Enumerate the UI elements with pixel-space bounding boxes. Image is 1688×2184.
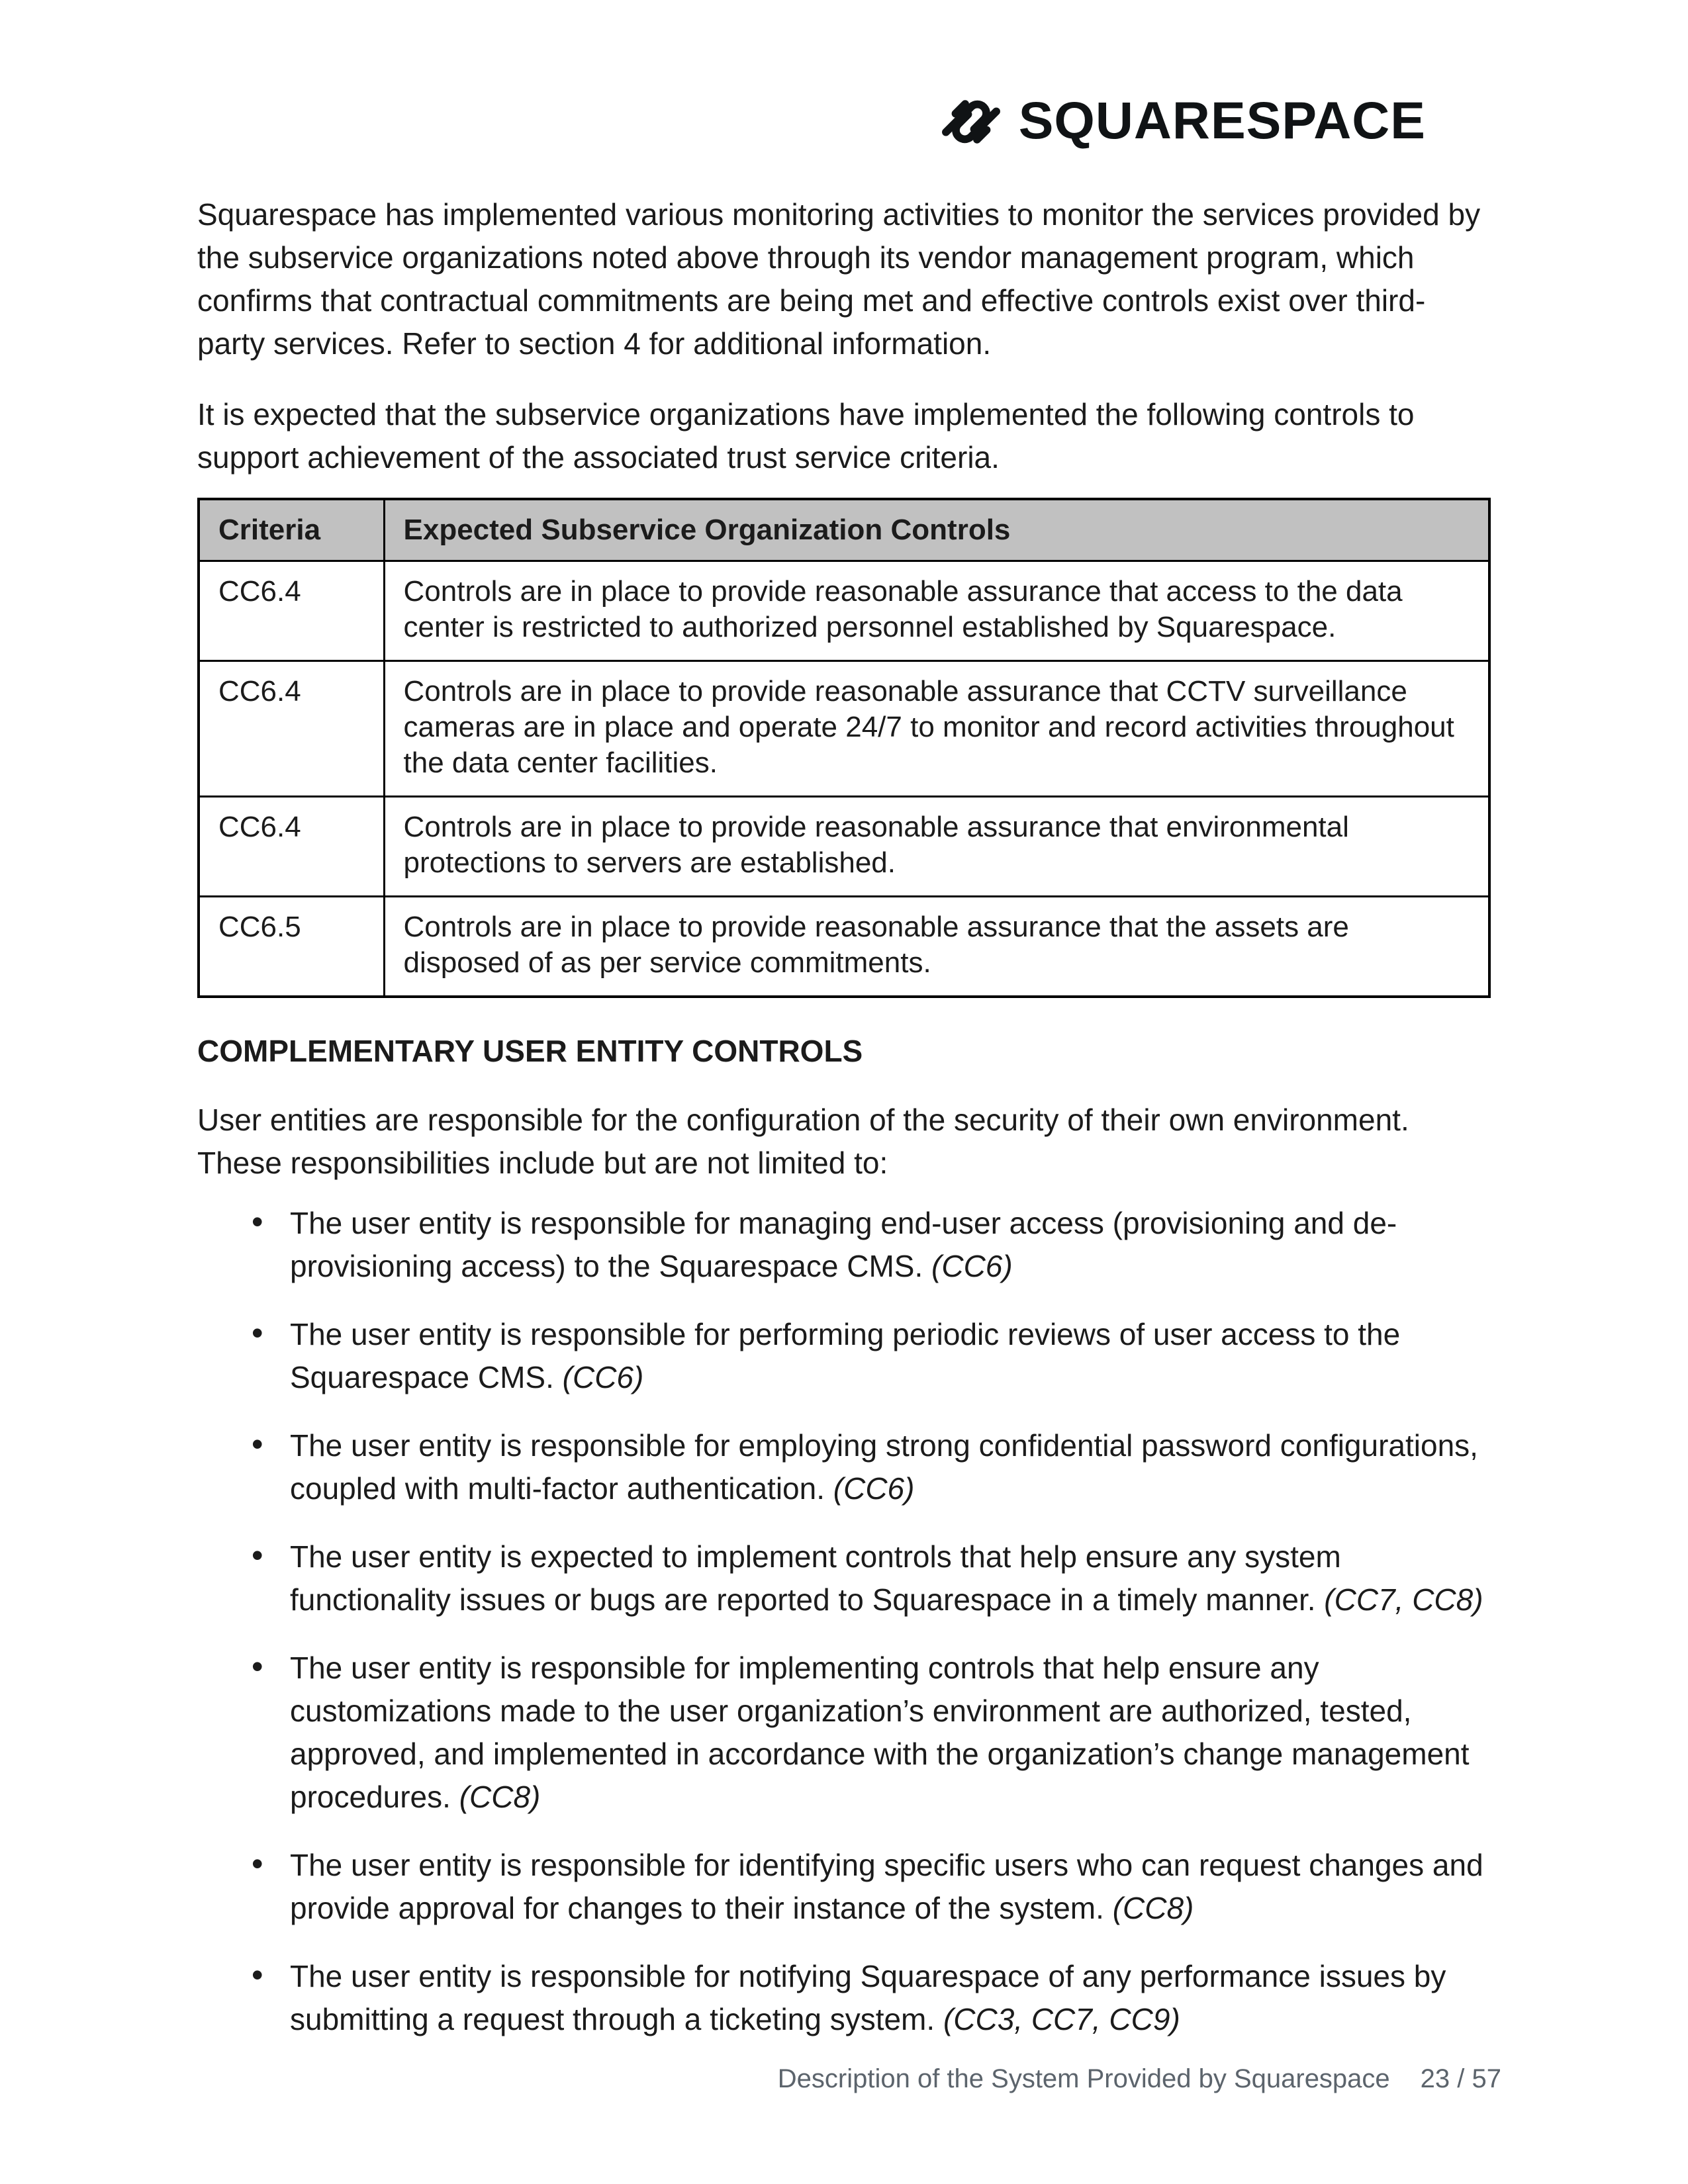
squarespace-logo <box>934 85 1426 159</box>
section-intro: User entities are responsible for the configuration of the security of their own environment. These responsibilities include but are not limited to: <box>197 1103 1409 1180</box>
criteria-reference: (CC6) <box>931 1249 1013 1283</box>
list-item <box>290 1313 1491 1399</box>
table-row <box>199 561 1489 661</box>
bullet-text: The user entity is responsible for implementing controls that help ensure any customizations made to the user organization’s environment are authorized, tested, approved, and implemented in accordance with the organization’s change management procedures. <box>290 1651 1470 1814</box>
control-cell: Controls are in place to provide reasonable assurance that the assets are disposed of as per service commitments. <box>384 897 1489 997</box>
footer-title: Description of the System Provided by Squarespace <box>777 2064 1390 2093</box>
bullet-text: The user entity is expected to implement controls that help ensure any system functionality issues or bugs are reported to Squarespace in a timely manner. <box>290 1539 1341 1617</box>
bullet-text: The user entity is responsible for identifying specific users who can request changes and provide approval for changes to their instance of the system. <box>290 1848 1483 1925</box>
subservice-controls-table <box>197 498 1491 998</box>
paragraph-monitoring: Squarespace has implemented various monitoring activities to monitor the services provided by the subservice organizations noted above through its vendor management program, which confirms that contractual commitments are being met and effective controls exist over third-party services. Refer to section 4 for additional information. <box>197 197 1481 361</box>
criteria-reference: (CC8) <box>1112 1891 1194 1925</box>
criteria-cell: CC6.4 <box>199 797 384 897</box>
table-row <box>199 897 1489 997</box>
column-header-expected-controls: Expected Subservice Organization Controls <box>384 499 1489 561</box>
criteria-reference: (CC7, CC8) <box>1324 1582 1483 1617</box>
squarespace-logo-icon <box>934 85 1008 159</box>
control-cell: Controls are in place to provide reasonable assurance that CCTV surveillance cameras are in place and operate 24/7 to monitor and record activities throughout the data center facilities. <box>384 661 1489 797</box>
list-item <box>290 1202 1491 1288</box>
criteria-reference: (CC8) <box>459 1780 541 1814</box>
table-row <box>199 797 1489 897</box>
list-item <box>290 1647 1491 1819</box>
bullet-text: The user entity is responsible for employing strong confidential password configurations, coupled with multi-factor authentication. <box>290 1428 1478 1506</box>
criteria-reference: (CC6) <box>833 1471 915 1506</box>
criteria-reference: (CC3, CC7, CC9) <box>943 2002 1180 2036</box>
list-item <box>290 1535 1491 1621</box>
page-number: 23 / 57 <box>1420 2064 1501 2093</box>
paragraph-expected-controls: It is expected that the subservice organizations have implemented the following controls to support achievement of the associated trust service criteria. <box>197 397 1415 475</box>
criteria-cell: CC6.4 <box>199 661 384 797</box>
list-item <box>290 1424 1491 1510</box>
control-cell: Controls are in place to provide reasonable assurance that access to the data center is restricted to authorized personnel established by Squarespace. <box>384 561 1489 661</box>
page-footer <box>778 2064 1501 2094</box>
list-item <box>290 1955 1491 2041</box>
page-content <box>197 0 1491 2041</box>
criteria-cell: CC6.5 <box>199 897 384 997</box>
criteria-cell: CC6.4 <box>199 561 384 661</box>
bullet-text: The user entity is responsible for performing periodic reviews of user access to the Squarespace CMS. <box>290 1317 1401 1394</box>
criteria-reference: (CC6) <box>562 1360 644 1394</box>
bullet-text: The user entity is responsible for managing end-user access (provisioning and de-provisioning access) to the Squarespace CMS. <box>290 1206 1397 1283</box>
bullet-text: The user entity is responsible for notifying Squarespace of any performance issues by submitting a request through a ticketing system. <box>290 1959 1446 2036</box>
section-heading-complementary-user-entity-controls: COMPLEMENTARY USER ENTITY CONTROLS <box>197 1034 863 1068</box>
list-item <box>290 1844 1491 1930</box>
squarespace-logo-text: SQUARESPACE <box>1018 90 1426 150</box>
control-cell: Controls are in place to provide reasonable assurance that environmental protections to servers are established. <box>384 797 1489 897</box>
user-entity-controls-list <box>197 1202 1491 2041</box>
table-header-row <box>199 499 1489 561</box>
table-row <box>199 661 1489 797</box>
column-header-criteria: Criteria <box>199 499 384 561</box>
